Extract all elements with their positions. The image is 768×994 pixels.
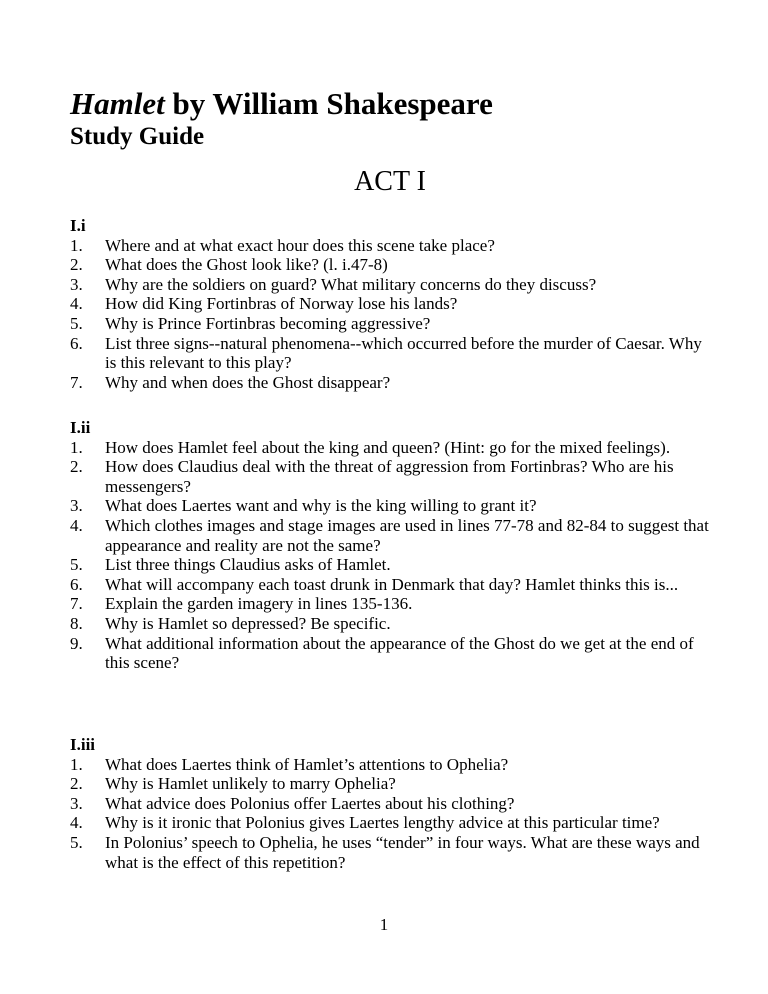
question-text: Which clothes images and stage images are used in lines 77-78 and 82-84 to suggest that appearance and reality are not the same? <box>105 515 709 555</box>
question-number: 3. <box>70 274 83 294</box>
question-number: 1. <box>70 754 83 774</box>
question-number: 9. <box>70 633 83 653</box>
question-item <box>70 294 710 314</box>
question-item <box>70 496 710 516</box>
question-number: 1. <box>70 235 83 255</box>
question-text: Why are the soldiers on guard? What military concerns do they discuss? <box>105 274 597 294</box>
question-list <box>70 755 710 873</box>
question-number: 4. <box>70 515 83 535</box>
question-item <box>70 575 710 595</box>
question-number: 3. <box>70 793 83 813</box>
question-text: What does Laertes think of Hamlet’s attentions to Ophelia? <box>105 754 509 774</box>
page-number: 1 <box>379 915 389 934</box>
question-number: 5. <box>70 555 83 575</box>
question-text: What does Laertes want and why is the king willing to grant it? <box>105 496 537 516</box>
question-text: What will accompany each toast drunk in Denmark that day? Hamlet thinks this is... <box>105 574 679 594</box>
question-number: 5. <box>70 313 83 333</box>
question-text: How did King Fortinbras of Norway lose his lands? <box>105 294 458 314</box>
question-text: Why is Hamlet so depressed? Be specific. <box>105 613 391 633</box>
question-item <box>70 314 710 334</box>
question-item <box>70 373 710 393</box>
question-item <box>70 255 710 275</box>
title-author: by William Shakespeare <box>164 86 493 121</box>
question-item <box>70 774 710 794</box>
question-number: 7. <box>70 594 83 614</box>
question-number: 3. <box>70 496 83 516</box>
document-title <box>70 86 493 122</box>
document-subtitle: Study Guide <box>70 123 205 150</box>
section-heading: I.i <box>70 216 86 235</box>
question-item <box>70 555 710 575</box>
question-text: How does Claudius deal with the threat of aggression from Fortinbras? Who are his messengers? <box>105 457 674 496</box>
question-item <box>70 755 710 775</box>
question-number: 6. <box>70 333 83 353</box>
question-number: 2. <box>70 255 83 275</box>
question-text: List three things Claudius asks of Hamlet. <box>105 555 391 575</box>
question-item <box>70 275 710 295</box>
question-list <box>70 236 710 393</box>
question-item <box>70 634 710 673</box>
section-scene-3 <box>70 735 710 872</box>
section-heading: I.iii <box>70 735 96 754</box>
section-heading: I.ii <box>70 418 91 437</box>
question-text: What advice does Polonius offer Laertes about his clothing? <box>105 793 515 813</box>
section-scene-1 <box>70 216 710 392</box>
question-text: Why is Hamlet unlikely to marry Ophelia? <box>105 774 396 794</box>
question-item <box>70 833 710 872</box>
act-heading: ACT I <box>354 166 426 197</box>
question-text: What does the Ghost look like? (l. i.47-8) <box>105 255 388 275</box>
question-text: Why and when does the Ghost disappear? <box>105 372 391 392</box>
question-item <box>70 236 710 256</box>
question-number: 2. <box>70 774 83 794</box>
question-text: How does Hamlet feel about the king and queen? (Hint: go for the mixed feelings). <box>105 437 671 457</box>
question-number: 7. <box>70 372 83 392</box>
section-scene-2 <box>70 418 710 673</box>
question-item <box>70 813 710 833</box>
question-number: 2. <box>70 457 83 477</box>
question-item <box>70 457 710 496</box>
question-text: In Polonius’ speech to Ophelia, he uses “tender” in four ways. What are these ways and what is the effect of this repetition? <box>105 832 700 872</box>
question-text: Where and at what exact hour does this scene take place? <box>105 235 495 255</box>
question-item <box>70 594 710 614</box>
question-number: 5. <box>70 832 83 852</box>
question-number: 4. <box>70 294 83 314</box>
question-item <box>70 614 710 634</box>
question-item <box>70 794 710 814</box>
question-number: 6. <box>70 574 83 594</box>
question-number: 1. <box>70 437 83 457</box>
question-text: What additional information about the appearance of the Ghost do we get at the end of this scene? <box>105 633 694 673</box>
question-text: Why is it ironic that Polonius gives Laertes lengthy advice at this particular time? <box>105 813 660 833</box>
question-item <box>70 516 710 555</box>
question-number: 8. <box>70 613 83 633</box>
question-text: Explain the garden imagery in lines 135-136. <box>105 594 413 614</box>
question-item <box>70 438 710 458</box>
title-play-name: Hamlet <box>70 86 165 121</box>
question-text: List three signs--natural phenomena--which occurred before the murder of Caesar. Why is this relevant to this play? <box>105 333 702 373</box>
question-item <box>70 334 710 373</box>
question-list <box>70 438 710 673</box>
question-text: Why is Prince Fortinbras becoming aggressive? <box>105 313 431 333</box>
question-number: 4. <box>70 813 83 833</box>
